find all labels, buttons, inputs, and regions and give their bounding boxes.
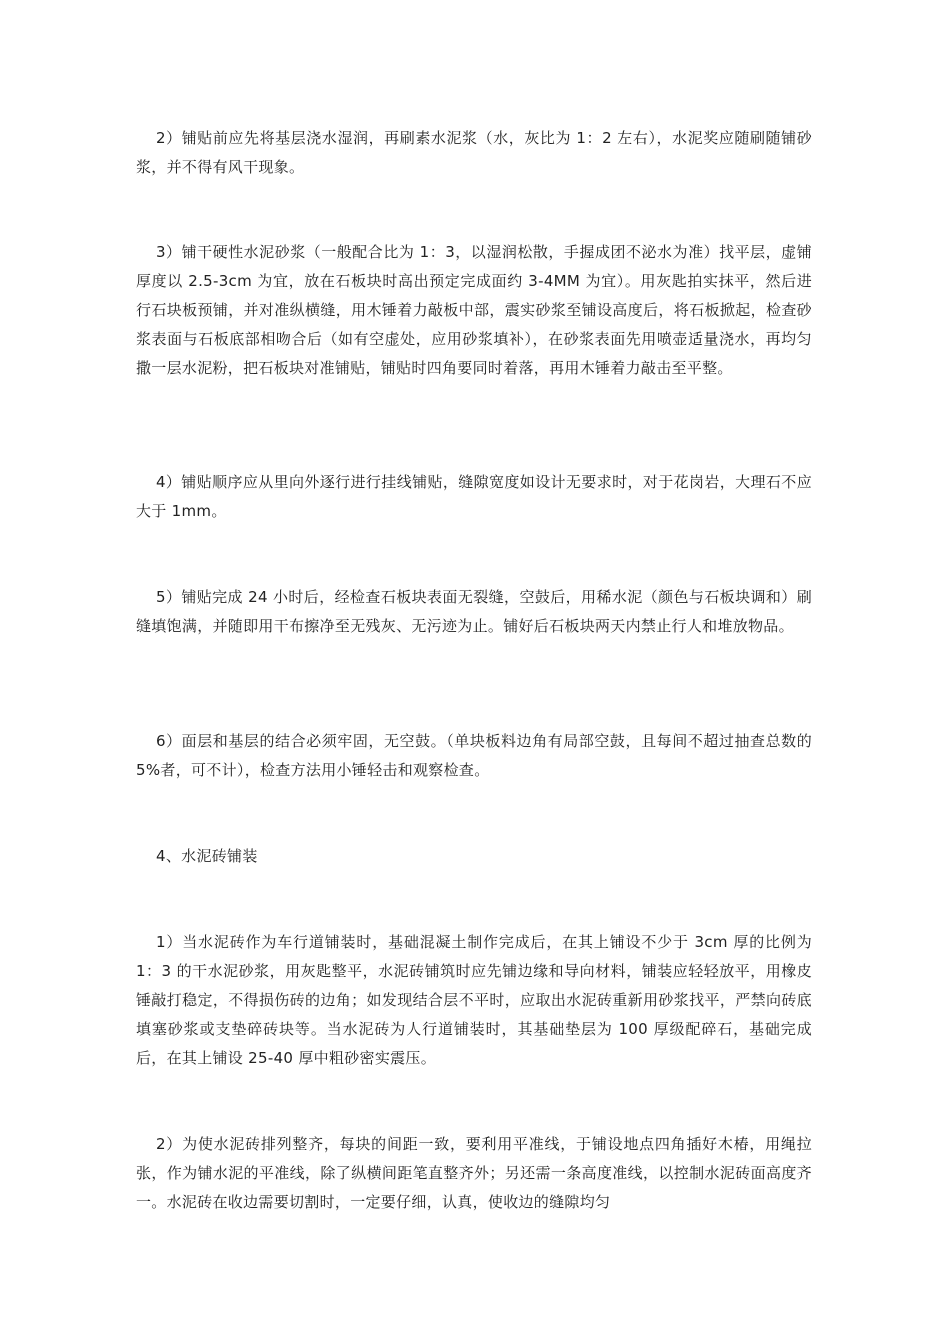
paragraph-step-2-wet-base: 2）铺贴前应先将基层浇水湿润，再刷素水泥浆（水，灰比为 1：2 左右），水泥奖应随刷随铺砂浆，并不得有风干现象。 <box>136 129 812 176</box>
paragraph-step-5-joint-filling: 5）铺贴完成 24 小时后，经检查石板块表面无裂缝，空鼓后，用稀水泥（颜色与石板块调和）刷缝填饱满，并随即用干布擦净至无残灰、无污迹为止。铺好后石板块两天内禁止行人和堆放物品。 <box>136 588 812 635</box>
section-heading-cement-brick: 4、水泥砖铺装 <box>156 847 258 865</box>
paragraph-brick-step-1-base: 1）当水泥砖作为车行道铺装时，基础混凝土制作完成后，在其上铺设不少于 3cm 厚的比例为 1：3 的干水泥砂浆，用灰匙整平，水泥砖铺筑时应先铺边缘和导向材料，铺装应轻轻放平，用橡皮锤敲打稳定，不得损伤砖的边角；如发现结合层不平时，应取出水泥砖重新用砂浆找平，严禁向砖底填塞砂浆或支垫碎砖块等。当水泥砖为人行道铺装时，其基础垫层为 100 厚级配碎石，基础完成后，在其上铺设 25-40 厚中粗砂密实震压。 <box>136 933 812 1067</box>
paragraph-step-6-bonding-check: 6）面层和基层的结合必须牢固，无空鼓。（单块板料边角有局部空鼓，且每间不超过抽查总数的 5%者，可不计），检查方法用小锤轻击和观察检查。 <box>136 732 812 779</box>
paragraph-step-3-dry-mortar: 3）铺干硬性水泥砂浆（一般配合比为 1：3，以湿润松散，手握成团不泌水为准）找平层，虚铺厚度以 2.5-3cm 为宜，放在石板块时高出预定完成面约 3-4MM 为宜）。用灰匙拍实抹平，然后进行石块板预铺，并对准纵横缝，用木锤着力敲板中部，震实砂浆至铺设高度后，将石板掀起，检查砂浆表面与石板底部相吻合后（如有空虚处，应用砂浆填补），在砂浆表面先用喷壶适量浇水，再均匀撒一层水泥粉，把石板块对准铺贴，铺贴时四角要同时着落，再用木锤着力敲击至平整。 <box>136 243 812 377</box>
paragraph-step-4-laying-order: 4）铺贴顺序应从里向外逐行进行挂线铺贴，缝隙宽度如设计无要求时，对于花岗岩，大理石不应大于 1mm。 <box>136 473 812 520</box>
paragraph-brick-step-2-alignment: 2）为使水泥砖排列整齐，每块的间距一致，要利用平准线，于铺设地点四角插好木椿，用绳拉张，作为铺水泥的平准线，除了纵横间距笔直整齐外；另还需一条高度准线，以控制水泥砖面高度齐一。水泥砖在收边需要切割时，一定要仔细，认真，使收边的缝隙均匀 <box>136 1135 812 1211</box>
